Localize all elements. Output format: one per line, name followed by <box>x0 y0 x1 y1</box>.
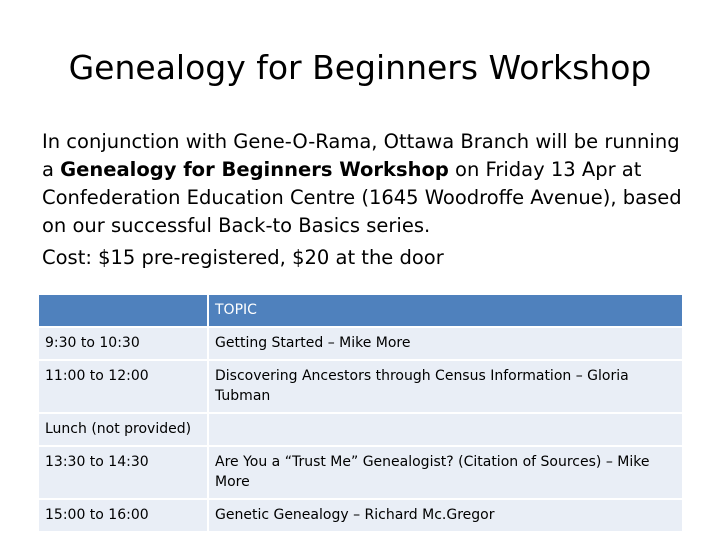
topic-cell <box>208 413 683 446</box>
table-row <box>38 360 683 413</box>
intro-bold-workshop: Genealogy for Beginners Workshop <box>60 158 449 181</box>
cost-line: Cost: $15 pre-registered, $20 at the door <box>42 246 444 269</box>
table-row <box>38 499 683 532</box>
header-cell-time <box>38 294 208 327</box>
table-header-row <box>38 294 683 327</box>
time-cell: Lunch (not provided) <box>38 413 208 446</box>
table-row <box>38 327 683 360</box>
time-cell: 11:00 to 12:00 <box>38 360 208 413</box>
topic-cell: Genetic Genealogy – Richard Mc.Gregor <box>208 499 683 532</box>
intro-text-start: In conjunction with Gene-O-Rama, Ottawa Branch will be running a <box>42 130 680 181</box>
table-row <box>38 446 683 499</box>
time-cell: 13:30 to 14:30 <box>38 446 208 499</box>
slide-body <box>42 128 692 272</box>
topic-cell: Discovering Ancestors through Census Information – Gloria Tubman <box>208 360 683 413</box>
intro-paragraph <box>42 128 692 240</box>
time-cell: 15:00 to 16:00 <box>38 499 208 532</box>
topic-cell: Getting Started – Mike More <box>208 327 683 360</box>
schedule-table <box>37 293 684 533</box>
slide-title: Genealogy for Beginners Workshop <box>68 48 652 87</box>
intro-text-end: on Friday 13 Apr at Confederation Education Centre (1645 Woodroffe Avenue), based on our successful Back-to Basics series. <box>42 158 682 237</box>
topic-cell: Are You a “Trust Me” Genealogist? (Citation of Sources) – Mike More <box>208 446 683 499</box>
header-cell-topic: TOPIC <box>208 294 683 327</box>
time-cell: 9:30 to 10:30 <box>38 327 208 360</box>
table-row <box>38 413 683 446</box>
